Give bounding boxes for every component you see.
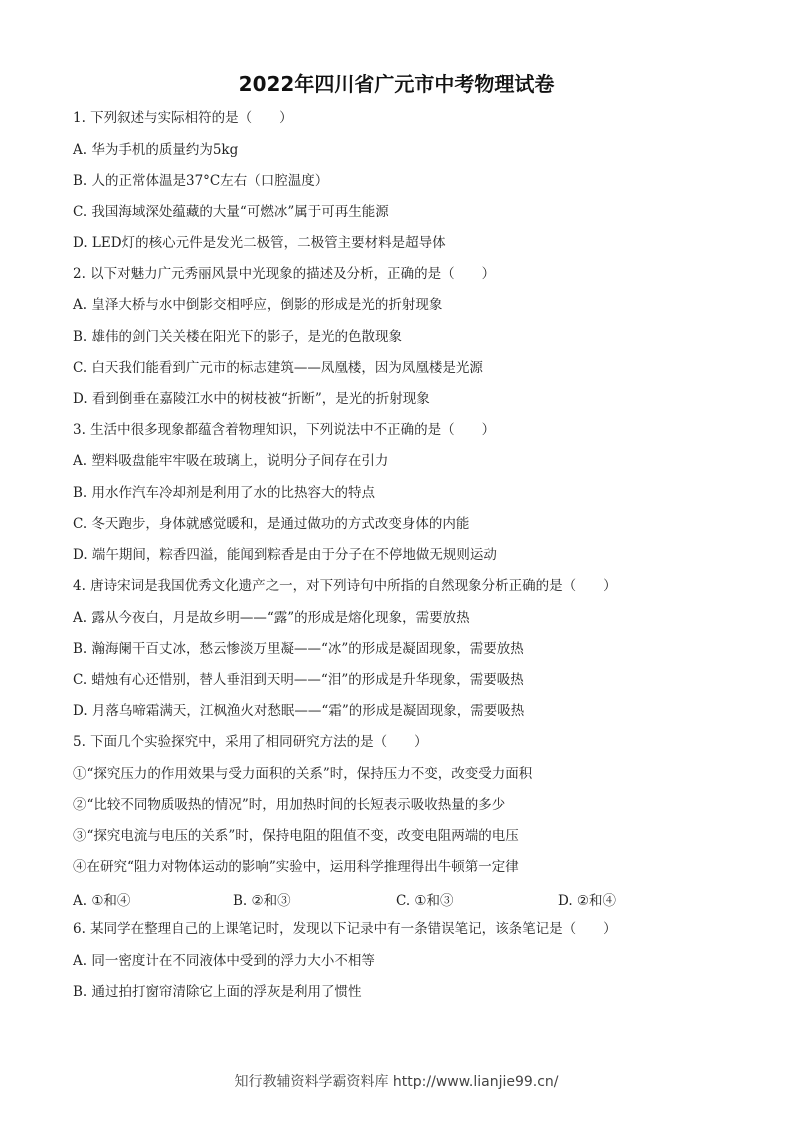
question-5-statement-2: ②“比较不同物质吸热的情况”时，用加热时间的长短表示吸收热量的多少 [73, 797, 506, 813]
question-5-statement-1: ①“探究压力的作用效果与受力面积的关系”时，保持压力不变，改变受力面积 [73, 766, 533, 782]
question-2-option-a: A. 皇泽大桥与水中倒影交相呼应，倒影的形成是光的折射现象 [73, 297, 443, 313]
question-5-option-b: B. ②和③ [233, 893, 291, 909]
question-3-option-a: A. 塑料吸盘能牢牢吸在玻璃上，说明分子间存在引力 [73, 453, 389, 469]
question-1-option-d: D. LED灯的核心元件是发光二极管，二极管主要材料是超导体 [73, 235, 446, 251]
question-2-option-d: D. 看到倒垂在嘉陵江水中的树枝被“折断”，是光的折射现象 [73, 391, 430, 407]
question-5-option-d: D. ②和④ [558, 893, 617, 909]
question-1-option-a: A. 华为手机的质量约为5kg [73, 142, 239, 158]
footer-watermark: 知行教辅资料学霸资料库 http://www.lianjie99.cn/ [234, 1074, 559, 1090]
question-5-options [73, 889, 633, 907]
question-2-option-b: B. 雄伟的剑门关关楼在阳光下的影子，是光的色散现象 [73, 329, 403, 345]
question-6-option-b: B. 通过拍打窗帘清除它上面的浮灰是利用了惯性 [73, 984, 362, 1000]
question-4-option-b: B. 瀚海阑干百丈冰，愁云惨淡万里凝——“冰”的形成是凝固现象，需要放热 [73, 641, 524, 657]
question-4-option-a: A. 露从今夜白，月是故乡明——“露”的形成是熔化现象，需要放热 [73, 610, 470, 626]
question-5-statement-3: ③“探究电流与电压的关系”时，保持电阻的阻值不变，改变电阻两端的电压 [73, 828, 519, 844]
question-3-option-c: C. 冬天跑步，身体就感觉暖和，是通过做功的方式改变身体的内能 [73, 516, 470, 532]
question-6-stem: 6. 某同学在整理自己的上课笔记时，发现以下记录中有一条错误笔记，该条笔记是（ ） [73, 921, 617, 937]
question-5-statement-4: ④在研究“阻力对物体运动的影响”实验中，运用科学推理得出牛顿第一定律 [73, 859, 519, 875]
question-3-option-b: B. 用水作汽车冷却剂是利用了水的比热容大的特点 [73, 485, 376, 501]
question-3-option-d: D. 端午期间，粽香四溢，能闻到粽香是由于分子在不停地做无规则运动 [73, 547, 497, 563]
question-2-stem: 2. 以下对魅力广元秀丽风景中光现象的描述及分析，正确的是（ ） [73, 266, 496, 282]
question-3-stem: 3. 生活中很多现象都蕴含着物理知识，下列说法中不正确的是（ ） [73, 422, 496, 438]
question-1-option-c: C. 我国海域深处蕴藏的大量“可燃冰”属于可再生能源 [73, 204, 389, 220]
question-5-option-c: C. ①和③ [396, 893, 454, 909]
page-title: 2022年四川省广元市中考物理试卷 [238, 72, 555, 96]
question-1-stem: 1. 下列叙述与实际相符的是（ ） [73, 110, 293, 126]
question-4-option-c: C. 蜡烛有心还惜别，替人垂泪到天明——“泪”的形成是升华现象，需要吸热 [73, 672, 524, 688]
question-4-option-d: D. 月落乌啼霜满天，江枫渔火对愁眠——“霜”的形成是凝固现象，需要吸热 [73, 703, 525, 719]
question-1-option-b: B. 人的正常体温是37°C左右（口腔温度） [73, 173, 329, 189]
question-6-option-a: A. 同一密度计在不同液体中受到的浮力大小不相等 [73, 953, 375, 969]
question-4-stem: 4. 唐诗宋词是我国优秀文化遗产之一，对下列诗句中所指的自然现象分析正确的是（ ） [73, 578, 617, 594]
question-5-stem: 5. 下面几个实验探究中，采用了相同研究方法的是（ ） [73, 734, 428, 750]
question-5-option-a: A. ①和④ [73, 893, 131, 909]
question-2-option-c: C. 白天我们能看到广元市的标志建筑——凤凰楼，因为凤凰楼是光源 [73, 360, 483, 376]
